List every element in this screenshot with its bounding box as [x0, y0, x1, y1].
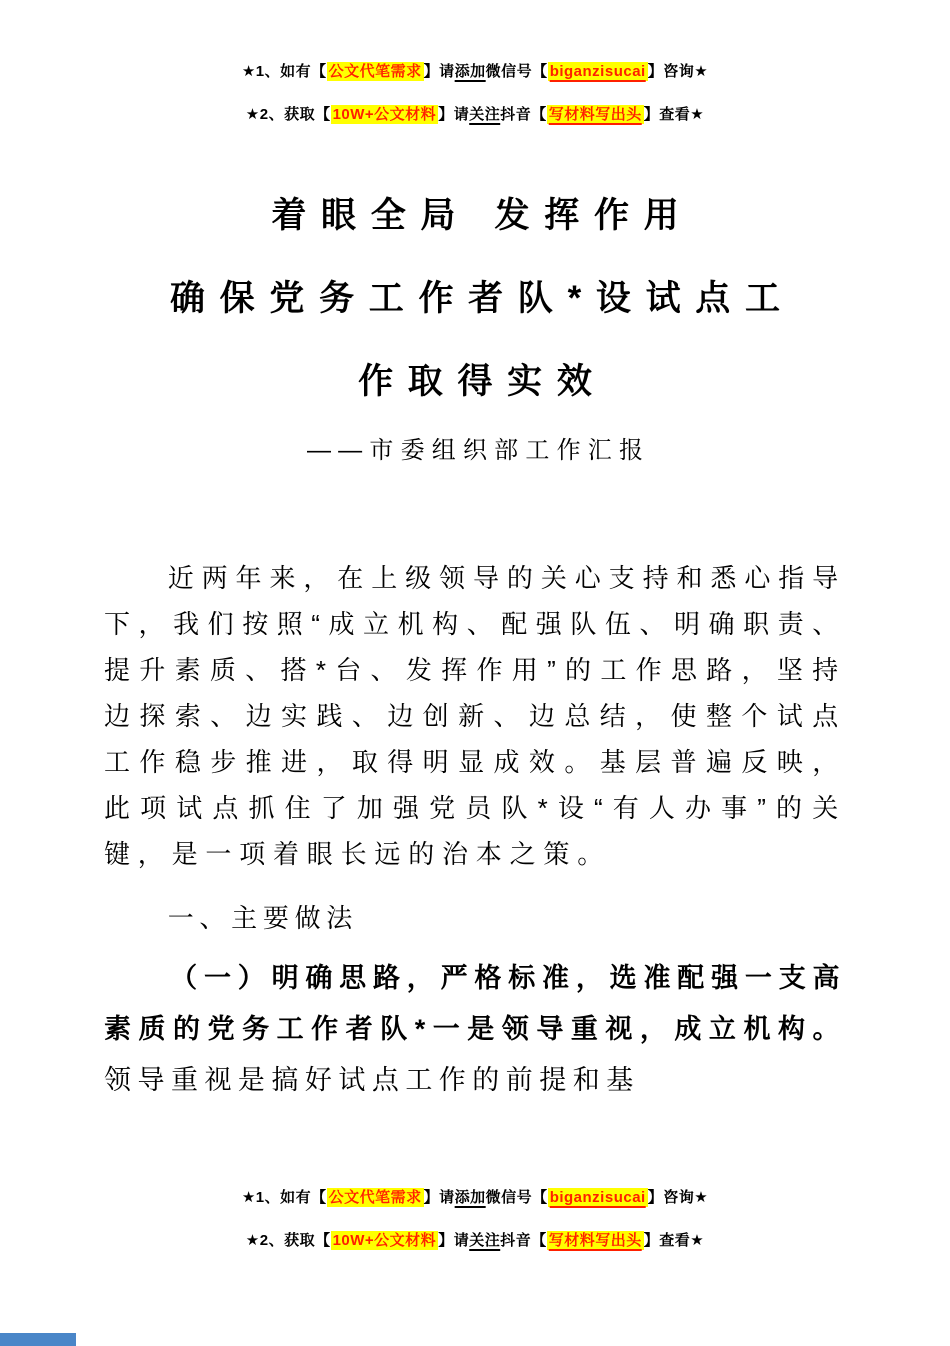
douyin-id: 写材料写出头 — [548, 1232, 642, 1249]
underlined-word-follow: 关注 — [469, 106, 501, 123]
promo-text: 微信号【 — [485, 1189, 548, 1206]
promo-text: 】咨询★ — [647, 63, 709, 80]
promo-text: 】请 — [438, 1232, 470, 1249]
highlight-phrase-writing-service: 公文代笔需求 — [328, 1189, 422, 1206]
paragraph-2-bold-lead: （一）明确思路，严格标准，选准配强一支高素质的党务工作者队*一是领导重视，成立机构。 — [104, 963, 846, 1044]
promo-header-line-2 — [0, 93, 950, 136]
promo-text: 微信号【 — [485, 63, 548, 80]
underlined-word-follow: 关注 — [469, 1232, 501, 1249]
promo-header — [0, 0, 950, 136]
wechat-id: biganzisucai — [549, 1189, 646, 1206]
promo-text: ★2、获取【 — [245, 1232, 331, 1249]
promo-header-line-1 — [0, 50, 950, 93]
promo-text: 】请 — [423, 1189, 455, 1206]
promo-text: 抖音【 — [500, 106, 547, 123]
promo-text: 】查看★ — [643, 1232, 705, 1249]
title-line-3: 作取得实效 — [358, 362, 607, 401]
wechat-id: biganzisucai — [549, 63, 646, 80]
promo-footer-line-1 — [0, 1176, 950, 1219]
promo-text: 】请 — [423, 63, 455, 80]
promo-footer — [0, 1176, 950, 1262]
promo-text: ★2、获取【 — [245, 106, 331, 123]
paragraph-2-text: 领导重视是搞好试点工作的前提和基 — [104, 1065, 640, 1095]
promo-text: 抖音【 — [500, 1232, 547, 1249]
douyin-id: 写材料写出头 — [548, 106, 642, 123]
underlined-word-add: 添加 — [454, 1189, 486, 1206]
promo-text: ★1、如有【 — [241, 63, 327, 80]
highlight-phrase-materials: 10W+公文材料 — [332, 106, 437, 123]
highlight-phrase-writing-service: 公文代笔需求 — [328, 63, 422, 80]
section-heading-1: 一、主要做法 — [167, 903, 359, 933]
promo-text: 】请 — [438, 106, 470, 123]
promo-text: ★1、如有【 — [241, 1189, 327, 1206]
title-line-2: 确保党务工作者队*设试点工 — [169, 279, 795, 318]
body-paragraph-2 — [104, 953, 846, 1106]
promo-text: 】查看★ — [643, 106, 705, 123]
highlight-phrase-materials: 10W+公文材料 — [332, 1232, 437, 1249]
underlined-word-add: 添加 — [454, 63, 486, 80]
document-subtitle: ——市委组织部工作汇报 — [306, 437, 651, 464]
bottom-left-accent-bar — [0, 1333, 76, 1346]
title-line-1: 着眼全局 发挥作用 — [271, 196, 694, 235]
promo-footer-line-2 — [0, 1219, 950, 1262]
document-body — [0, 555, 950, 1106]
body-paragraph-1: 近两年来，在上级领导的关心支持和悉心指导下，我们按照“成立机构、配强队伍、明确职责、提升素质、搭*台、发挥作用”的工作思路，坚持边探索、边实践、边创新、边总结，使整个试点工作稳步推进，取得明显成效。基层普遍反映，此项试点抓住了加强党员队*设“有人办事”的关键，是一项着眼长远的治本之策。 — [104, 563, 846, 869]
promo-text: 】咨询★ — [647, 1189, 709, 1206]
document-title — [0, 174, 950, 423]
